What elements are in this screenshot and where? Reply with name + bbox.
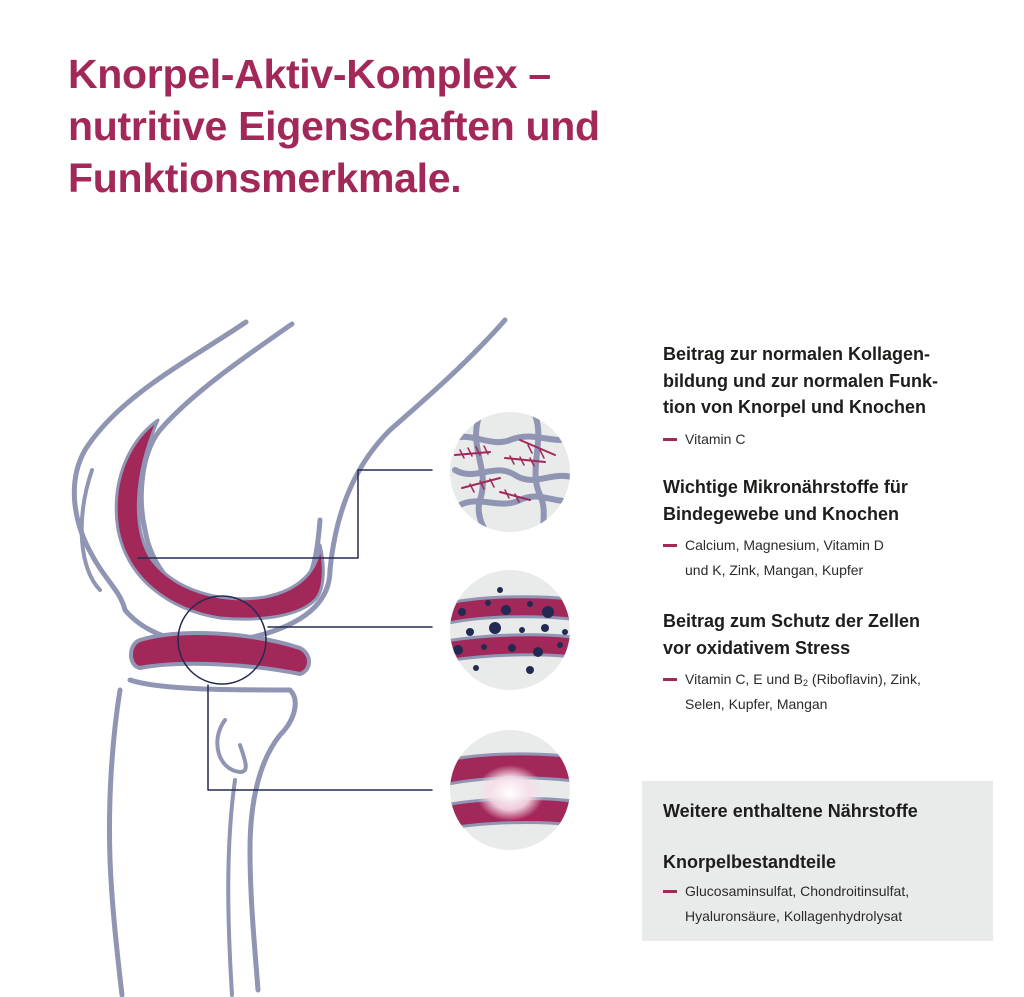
bullet-dash [663,678,677,681]
bullet-text-part: (Riboflavin), Zink, [808,671,921,687]
heading-line: vor oxidativem Stress [663,637,851,658]
section-oxidative-bullet [663,667,1003,717]
section-collagen-bullet [663,427,1003,452]
further-nutrients-title: Weitere enthaltene Nährstoffe [663,801,918,821]
fibula-shaft [228,780,235,995]
heading-line: bildung und zur normalen Funk- [663,370,938,391]
section-oxidative-heading [663,608,1003,661]
tibia-outline [130,680,295,990]
heading-line: Beitrag zur normalen Kollagen- [663,344,931,364]
section-oxidative-stress [663,608,1003,717]
heading-line: Bindegewebe und Knochen [663,503,900,524]
bullet-dash [663,890,677,893]
collagen-network-icon [450,412,575,540]
tibia-left-outline [109,690,122,995]
heading-line: tion von Knorpel und Knochen [663,397,926,417]
title-line-2: nutritive Eigenschaften und [68,103,600,149]
femoral-cartilage [116,420,323,619]
title-line-3: Funktionsmerkmale. [68,155,462,201]
heading-line: Beitrag zum Schutz der Zellen [663,611,921,631]
cartilage-components [663,849,983,929]
bullet-text: Vitamin C [685,430,746,447]
bullet-text [685,667,1003,692]
bullet-dash [663,544,677,547]
knee-joint-icon [74,320,505,995]
section-micronutrients-bullet [663,533,1003,583]
section-micronutrients [663,474,1003,583]
cartilage-cells-icon [440,570,580,690]
bullet-dash [663,438,677,441]
bullet-text: Hyaluronsäure, Kollagenhydrolysat [685,908,903,924]
page-title [68,48,768,204]
bullet-text: Selen, Kupfer, Mangan [685,696,828,712]
fibula-outline [217,720,245,772]
bullet-text: Glucosaminsulfat, Chondroitinsulfat, [685,883,910,899]
bullet-text: Calcium, Magnesium, Vitamin D [685,537,884,553]
heading-line: Wichtige Mikronährstoffe für [663,477,908,497]
section-collagen-heading [663,341,1003,421]
cartilage-components-heading: Knorpelbestandteile [663,852,837,872]
connector-line-1 [138,470,432,558]
bullet-text-part: Vitamin C, E und B [685,671,804,687]
section-micronutrients-heading [663,474,1003,527]
cartilage-components-bullet [663,879,983,929]
further-nutrients-box [642,781,993,941]
section-collagen [663,341,1003,452]
meniscus [131,633,309,674]
joint-gap-glow-icon [440,730,580,850]
subscript-2: 2 [803,678,809,688]
connector-line-3 [208,685,432,790]
title-line-1: Knorpel-Aktiv-Komplex – [68,51,551,97]
patella-outline [82,470,100,590]
knee-illustration [0,300,600,997]
bullet-text: und K, Zink, Mangan, Kupfer [685,562,864,578]
femur-inner-outline [141,324,320,608]
